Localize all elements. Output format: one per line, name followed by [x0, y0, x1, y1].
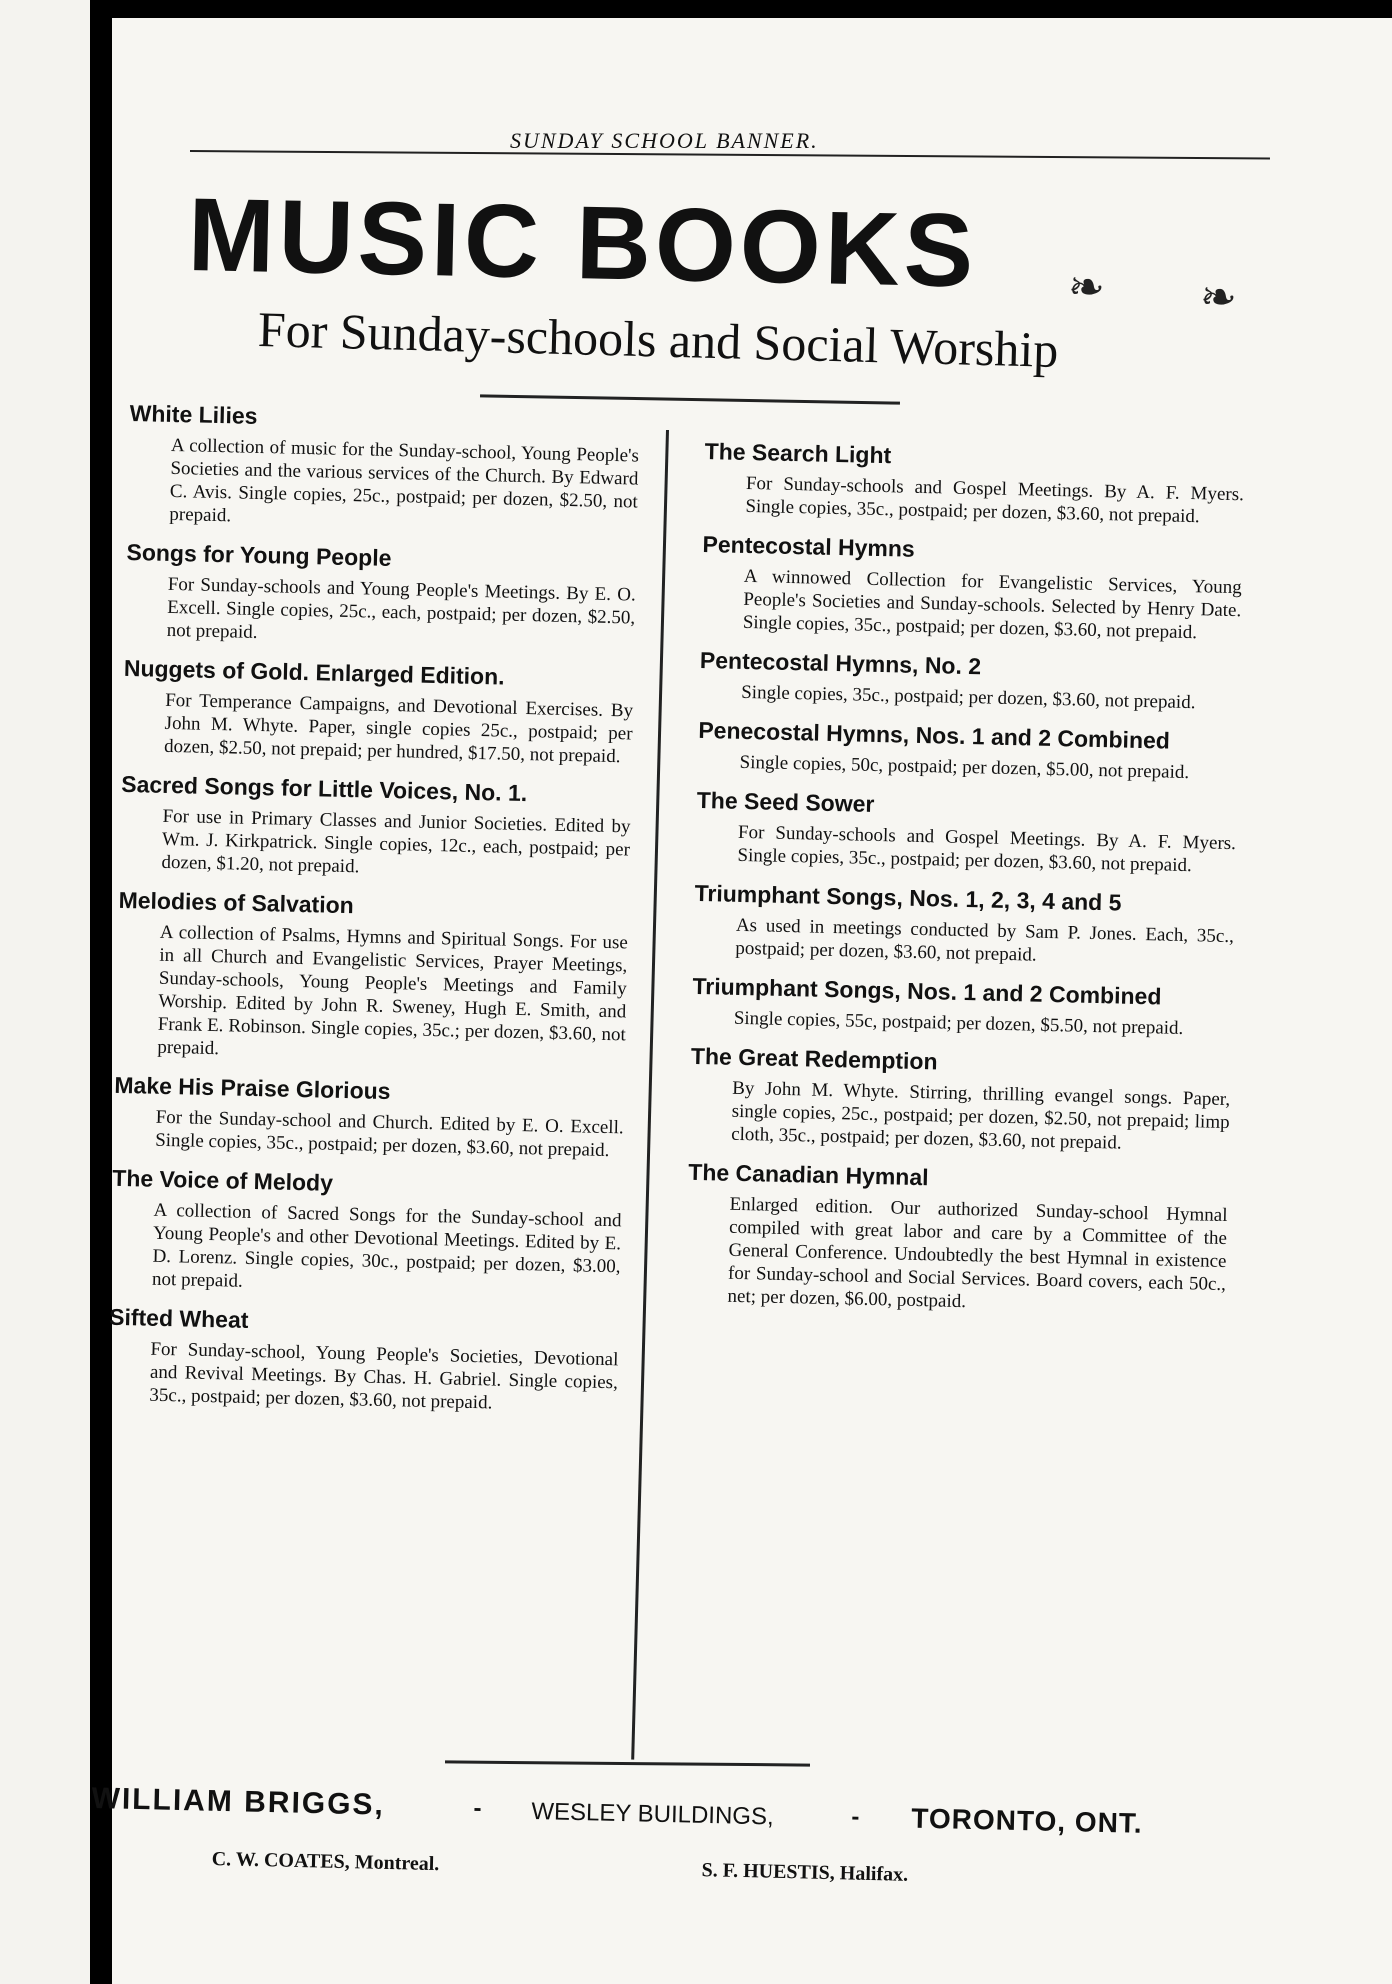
- book-description: Enlarged edition. Our authorized Sunday-school Hymnal compiled with great labor and care by a Committee of the General Conference. Undoubtedly the best Hymnal in existence for Sunday-school and Social Services. Board covers, each 50c., net; per dozen, $6.00, postpaid.: [727, 1193, 1228, 1313]
- page-subtitle: For Sunday-schools and Social Worship: [257, 301, 1060, 378]
- book-title: White Lilies: [129, 400, 258, 429]
- book-title: The Voice of Melody: [112, 1164, 334, 1196]
- book-description: For the Sunday-school and Church. Edited by E. O. Excell. Single copies, 35c., postpaid; per dozen, $3.60, not prepaid.: [154, 1106, 624, 1162]
- book-entry: [127, 400, 640, 537]
- book-description: Single copies, 35c., postpaid; per dozen, $3.60, not prepaid.: [740, 681, 1196, 714]
- book-entry: [699, 647, 1240, 715]
- publisher-city: TORONTO, ONT.: [911, 1802, 1143, 1839]
- book-title: Make His Praise Glorious: [114, 1071, 391, 1105]
- left-column: [107, 400, 640, 1431]
- book-entry: [122, 655, 634, 769]
- book-description: A collection of Sacred Songs for the Sunday-school and Young People's and other Devotional Meetings. Edited by E. D. Lorenz. Single copies, 30c., postpaid; per dozen, $3.00, not prepaid.: [151, 1199, 622, 1292]
- book-entry: [685, 1159, 1228, 1319]
- adjacent-page-edge: [0, 0, 90, 1984]
- book-title: Songs for Young People: [126, 538, 392, 571]
- book-title: Pentecostal Hymns, No. 2: [699, 646, 982, 680]
- book-description: For Temperance Campaigns, and Devotional Exercises. By John M. Whyte. Paper, single copies 25c., postpaid; per dozen, $2.50, not prepaid; per hundred, $17.50, not prepaid.: [163, 689, 634, 768]
- book-entry: [693, 880, 1235, 971]
- running-head: SUNDAY SCHOOL BANNER.: [510, 128, 819, 153]
- book-entry: [697, 717, 1238, 785]
- book-description: For Sunday-school, Young People's Societies, Devotional and Revival Meetings. By Chas. H. Gabriel. Single copies, 35c., postpaid; per dozen, $3.60, not prepaid.: [149, 1338, 619, 1414]
- book-title: Nuggets of Gold. Enlarged Edition.: [123, 654, 505, 690]
- book-description: For use in Primary Classes and Junior Societies. Edited by Wm. J. Kirkpatrick. Single copies, 12c., each, postpaid; per dozen, $1.20, not prepaid.: [161, 805, 631, 878]
- book-description: Single copies, 55c, postpaid; per dozen, $5.50, not prepaid.: [733, 1007, 1184, 1040]
- agent-montreal: C. W. COATES, Montreal.: [211, 1848, 440, 1876]
- book-title: Pentecostal Hymns: [702, 530, 916, 562]
- book-title: The Seed Sower: [696, 786, 875, 817]
- book-entry: [692, 973, 1233, 1041]
- book-entry: [703, 438, 1245, 529]
- book-description: For Sunday-schools and Young People's Meetings. By E. O. Excell. Single copies, 25c., each, postpaid; per dozen, $2.50, not prepaid.: [166, 573, 636, 643]
- book-description: A collection of Psalms, Hymns and Spiritual Songs. For use in all Church and Evangelistic Services, Prayer Meetings, Sunday-schools, Young People's Meetings and Family Worship. Edited by John R. Sweney, Hugh E. Smith, and Frank E. Robinson. Single copies, 35c.; per dozen, $3.60, not prepaid.: [157, 921, 629, 1060]
- book-entry: [110, 1165, 623, 1302]
- book-entry: [701, 531, 1243, 645]
- book-description: By John M. Whyte. Stirring, thrilling evangel songs. Paper, single copies, 25c., postpaid; per dozen, $2.50, not prepaid; limp cloth, 35c., postpaid; per dozen, $3.60, not prepaid.: [730, 1077, 1231, 1154]
- book-entry: [107, 1304, 619, 1418]
- book-title: Penecostal Hymns, Nos. 1 and 2 Combined: [698, 716, 1171, 754]
- book-title: Melodies of Salvation: [118, 886, 355, 919]
- book-title: Sacred Songs for Little Voices, No. 1.: [120, 770, 528, 807]
- book-description: A collection of music for the Sunday-school, Young People's Societies and the various services of the Church. By Edward C. Avis. Single copies, 25c., postpaid; per dozen, $2.50, not prepaid.: [169, 434, 640, 527]
- publisher-name: WILLIAM BRIGGS,: [91, 1782, 386, 1822]
- book-description: For Sunday-schools and Gospel Meetings. By A. F. Myers. Single copies, 35c., postpaid; per dozen, $3.60, not prepaid.: [745, 472, 1245, 528]
- book-entry: [115, 887, 629, 1070]
- book-title: The Canadian Hymnal: [688, 1158, 929, 1191]
- book-entry: [125, 539, 637, 653]
- book-description: Single copies, 50c, postpaid; per dozen, $5.00, not prepaid.: [739, 751, 1190, 784]
- book-title: Triumphant Songs, Nos. 1, 2, 3, 4 and 5: [694, 879, 1122, 916]
- agent-halifax: S. F. HUESTIS, Halifax.: [701, 1859, 909, 1886]
- book-title: The Great Redemption: [690, 1042, 938, 1075]
- leaf-ornament-icon: ❧: [1200, 273, 1237, 322]
- right-column: [685, 438, 1245, 1333]
- book-description: As used in meetings conducted by Sam P. Jones. Each, 35c., postpaid; per dozen, $3.60, not prepaid.: [735, 914, 1235, 966]
- book-title: The Search Light: [704, 438, 892, 469]
- book-title: Triumphant Songs, Nos. 1 and 2 Combined: [692, 972, 1162, 1010]
- book-entry: [119, 771, 631, 885]
- book-entry: [113, 1072, 625, 1163]
- page-title: MUSIC BOOKS: [186, 177, 979, 310]
- publisher-address: WESLEY BUILDINGS,: [531, 1797, 774, 1831]
- leaf-ornament-icon: ❧: [1068, 263, 1105, 312]
- book-entry: [689, 1043, 1231, 1157]
- book-description: A winnowed Collection for Evangelistic Services, Young People's Societies and Sunday-schools. Selected by Henry Date. Single copies, 35c., postpaid; per dozen, $3.60, not prepaid.: [742, 565, 1242, 644]
- separator-dash: -: [851, 1803, 860, 1831]
- separator-dash: -: [473, 1794, 482, 1822]
- book-entry: [695, 787, 1237, 878]
- book-title: Sifted Wheat: [108, 1303, 249, 1333]
- book-description: For Sunday-schools and Gospel Meetings. By A. F. Myers. Single copies, 35c., postpaid; per dozen, $3.60, not prepaid.: [737, 821, 1237, 877]
